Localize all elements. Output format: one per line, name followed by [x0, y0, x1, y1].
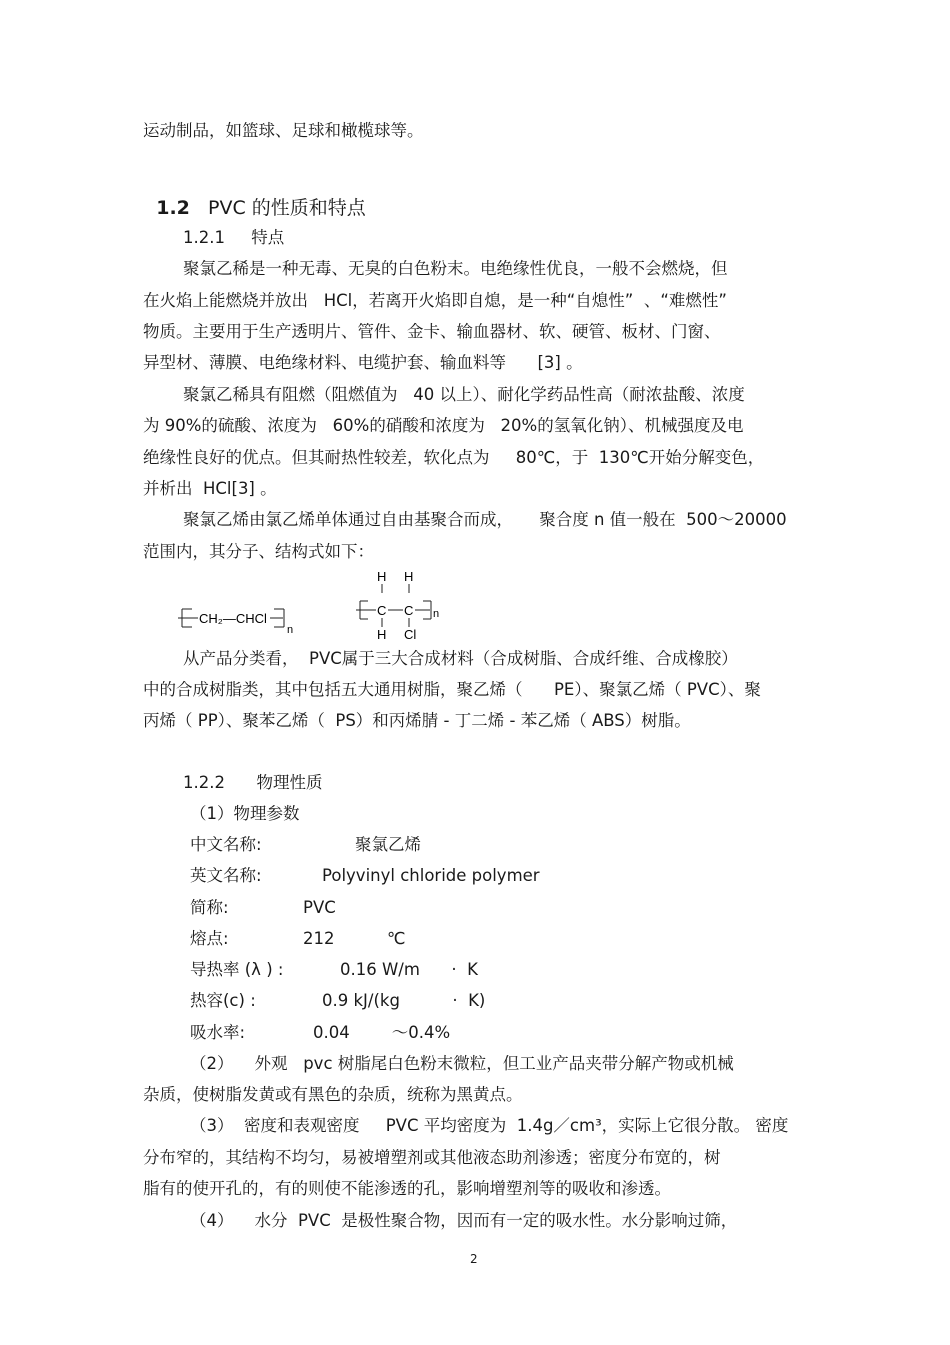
formula-condensed — [178, 609, 293, 636]
text-line-l16: 中的合成树脂类，其中包括五大通用树脂，聚乙烯（ PE）、聚氯乙烯（ PVC）、聚 — [143, 680, 761, 699]
atom-c1: C — [377, 603, 387, 618]
atom-cl: Cl — [404, 627, 417, 642]
text-line-l10: 为 90%的硫酸、浓度为 60%的硝酸和浓度为 20%的氢氧化钠）、机械强度及电 — [143, 416, 744, 435]
param-value: 0.16 W/m · K — [340, 960, 478, 979]
atom-h3: H — [377, 627, 387, 642]
param-value: PVC — [303, 898, 336, 917]
param-value: Polyvinyl chloride polymer — [322, 866, 540, 885]
param-value: 212 ℃ — [303, 929, 406, 948]
param-label: 热容(c) : — [190, 991, 256, 1010]
param-label: 中文名称: — [190, 835, 262, 854]
param-value: 0.04 ～0.4% — [313, 1023, 451, 1042]
atom-c2: C — [404, 603, 414, 618]
formula-structural-subscript: n — [433, 608, 440, 620]
param-label: 简称: — [190, 898, 229, 917]
section-number: 1.2 — [156, 197, 190, 219]
text-line-l05: 聚氯乙稀是一种无毒、无臭的白色粉末。电绝缘性优良，一般不会燃烧，但 — [183, 259, 728, 278]
param-label: 吸水率: — [190, 1023, 246, 1042]
text-line-l19: （1）物理参数 — [190, 804, 300, 823]
page-number: 2 — [470, 1252, 478, 1266]
structural-formula — [170, 565, 470, 643]
section-heading — [143, 175, 366, 219]
formula-structural — [356, 569, 439, 642]
text-line-l06: 在火焰上能燃烧并放出 HCl，若离开火焰即自熄，是一种“自熄性” 、“难燃性” — [143, 291, 727, 310]
text-line-l29: 分布窄的，其结构不均匀，易被增塑剂或其他液态助剂渗透；密度分布宽的，树 — [143, 1148, 721, 1167]
text-line-l17: 丙烯（ PP）、聚苯乙烯（ PS）和丙烯腈 - 丁二烯 - 苯乙烯（ ABS）树脂。 — [143, 711, 691, 730]
text-line-l04: 1.2.1 特点 — [183, 228, 285, 247]
text-line-l01: 运动制品，如篮球、足球和橄榄球等。 — [143, 121, 424, 140]
text-line-l15: 从产品分类看， PVC属于三大合成材料（合成树脂、合成纤维、合成橡胶） — [183, 649, 738, 668]
text-line-l27: 杂质，使树脂发黄或有黑色的杂质，统称为黑黄点。 — [143, 1085, 523, 1104]
text-line-l26: （2） 外观 pvc 树脂尾白色粉末微粒，但工业产品夹带分解产物或机械 — [190, 1054, 734, 1073]
param-label: 英文名称: — [190, 866, 262, 885]
text-line-l11: 绝缘性良好的优点。但其耐热性较差，软化点为 80℃，于 130℃开始分解变色， — [143, 448, 765, 467]
text-line-l30: 脂有的使开孔的，有的则使不能渗透的孔，影响增塑剂等的吸收和渗透。 — [143, 1179, 671, 1198]
param-label: 熔点: — [190, 929, 229, 948]
text-line-l12: 并析出 HCl[3] 。 — [143, 479, 277, 498]
atom-h1: H — [377, 569, 387, 584]
text-line-l09: 聚氯乙稀具有阻燃（阻燃值为 40 以上）、耐化学药品性高（耐浓盐酸、浓度 — [183, 385, 745, 404]
text-line-l14: 范围内，其分子、结构式如下： — [143, 542, 374, 561]
param-value: 聚氯乙烯 — [355, 835, 421, 854]
param-label: 导热率 (λ ) : — [190, 960, 284, 979]
text-line-l13: 聚氯乙烯由氯乙烯单体通过自由基聚合而成， 聚合度 n 值一般在 500～20000 — [183, 510, 787, 529]
text-line-l08: 异型材、薄膜、电绝缘材料、电缆护套、输血料等 [3] 。 — [143, 353, 583, 372]
formula-condensed-text: CH₂—CHCl — [199, 611, 267, 626]
formula-condensed-subscript: n — [287, 624, 294, 636]
param-value: 0.9 kJ/(kg · K) — [322, 991, 486, 1010]
text-line-l31: （4） 水分 PVC 是极性聚合物，因而有一定的吸水性。水分影响过筛， — [190, 1211, 738, 1230]
text-line-l28: （3） 密度和表观密度 PVC 平均密度为 1.4g／cm³，实际上它很分散。 密度 — [190, 1116, 789, 1135]
atom-h2: H — [404, 569, 414, 584]
text-line-l07: 物质。主要用于生产透明片、管件、金卡、输血器材、软、硬管、板材、门窗、 — [143, 322, 721, 341]
text-line-l18: 1.2.2 物理性质 — [183, 773, 323, 792]
section-title: PVC 的性质和特点 — [189, 197, 366, 219]
